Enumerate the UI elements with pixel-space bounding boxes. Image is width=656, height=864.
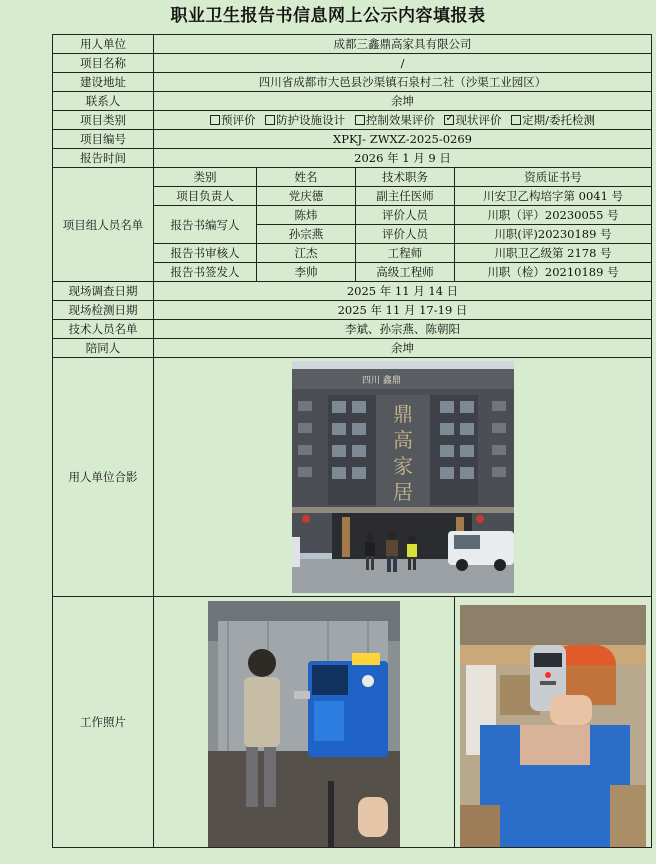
team-title: 评价人员	[356, 206, 455, 225]
noise-meter-photo-image	[460, 605, 646, 847]
category-label: 项目类别	[53, 111, 154, 130]
checkbox-icon	[511, 115, 521, 125]
row-survey-date	[53, 282, 652, 301]
team-name: 李帅	[257, 263, 356, 282]
category-option[interactable]: ✓ 现状评价	[444, 113, 501, 127]
row-escort	[53, 339, 652, 358]
work-photo-2	[460, 605, 646, 847]
report-time-label: 报告时间	[53, 149, 154, 168]
row-group-photo	[53, 358, 652, 597]
team-category: 报告书编写人	[154, 206, 257, 244]
team-cert: 川职（评）20230055 号	[455, 206, 652, 225]
row-report-time	[53, 149, 652, 168]
building-photo-image	[292, 361, 514, 593]
survey-date-value: 2025 年 11 月 14 日	[154, 282, 652, 301]
building-sign-char: 高	[392, 428, 413, 452]
team-label: 项目组人员名单	[53, 168, 154, 282]
row-employer	[53, 35, 652, 54]
test-date-value: 2025 年 11 月 17-19 日	[154, 301, 652, 320]
team-category: 项目负责人	[154, 187, 257, 206]
checked-checkbox-icon	[444, 115, 454, 125]
team-header-name: 姓名	[257, 168, 356, 187]
work-photo-cell-2	[455, 597, 652, 848]
contact-label: 联系人	[53, 92, 154, 111]
team-cert: 川职（检）20210189 号	[455, 263, 652, 282]
team-name: 党庆德	[257, 187, 356, 206]
people-figures	[365, 531, 417, 572]
report-time-value: 2026 年 1 月 9 日	[154, 149, 652, 168]
category-option[interactable]: 控制效果评价	[355, 113, 435, 127]
team-name: 孙宗燕	[257, 225, 356, 244]
row-work-photos	[53, 597, 652, 848]
building-sign-char: 鼎	[392, 402, 413, 426]
team-title: 副主任医师	[356, 187, 455, 206]
team-category: 报告书审核人	[154, 244, 257, 263]
team-cert: 川职(评)20230189 号	[455, 225, 652, 244]
team-cert: 川安卫乙构培字第 0041 号	[455, 187, 652, 206]
page-title: 职业卫生报告书信息网上公示内容填报表	[170, 6, 486, 26]
row-project-no	[53, 130, 652, 149]
sampling-photo-image	[208, 601, 400, 847]
escort-value: 余坤	[154, 339, 652, 358]
escort-label: 陪同人	[53, 339, 154, 358]
team-title: 高级工程师	[356, 263, 455, 282]
team-title: 工程师	[356, 244, 455, 263]
info-table	[52, 34, 652, 848]
row-project-name	[53, 54, 652, 73]
row-test-date	[53, 301, 652, 320]
employer-value: 成都三鑫鼎高家具有限公司	[154, 35, 652, 54]
project-name-label: 项目名称	[53, 54, 154, 73]
category-option[interactable]: 定期/委托检测	[511, 113, 595, 127]
team-header-row	[53, 168, 652, 187]
address-value: 四川省成都市大邑县沙渠镇石泉村二社（沙渠工业园区）	[154, 73, 652, 92]
work-photo-cell-1	[154, 597, 455, 848]
row-contact	[53, 92, 652, 111]
group-photo-label: 用人单位合影	[53, 358, 154, 597]
checkbox-icon	[265, 115, 275, 125]
group-photo-cell	[154, 358, 652, 597]
row-address	[53, 73, 652, 92]
project-no-value: XPKJ- ZWXZ-2025-0269	[154, 130, 652, 149]
contact-value: 余坤	[154, 92, 652, 111]
work-photo-1	[208, 601, 400, 847]
team-name: 江杰	[257, 244, 356, 263]
survey-date-label: 现场调查日期	[53, 282, 154, 301]
category-options	[154, 111, 652, 130]
team-name: 陈炜	[257, 206, 356, 225]
category-option[interactable]: 预评价	[210, 113, 256, 127]
team-category: 报告书签发人	[154, 263, 257, 282]
team-header-title: 技术职务	[356, 168, 455, 187]
project-name-value: /	[154, 54, 652, 73]
category-option[interactable]: 防护设施设计	[265, 113, 345, 127]
building-top-sign: 四川 鑫鼎	[361, 376, 401, 386]
team-header-cert: 资质证书号	[455, 168, 652, 187]
building-sign-char: 家	[392, 454, 413, 478]
tech-staff-label: 技术人员名单	[53, 320, 154, 339]
project-no-label: 项目编号	[53, 130, 154, 149]
work-photo-label: 工作照片	[53, 597, 154, 848]
test-date-label: 现场检测日期	[53, 301, 154, 320]
row-tech-staff	[53, 320, 652, 339]
tech-staff-value: 李斌、孙宗燕、陈朝阳	[154, 320, 652, 339]
row-category	[53, 111, 652, 130]
checkbox-icon	[355, 115, 365, 125]
team-title: 评价人员	[356, 225, 455, 244]
building-sign-char: 居	[392, 480, 413, 504]
checkbox-icon	[210, 115, 220, 125]
group-photo	[292, 361, 514, 593]
employer-label: 用人单位	[53, 35, 154, 54]
team-cert: 川职卫乙级第 2178 号	[455, 244, 652, 263]
address-label: 建设地址	[53, 73, 154, 92]
team-header-category: 类别	[154, 168, 257, 187]
